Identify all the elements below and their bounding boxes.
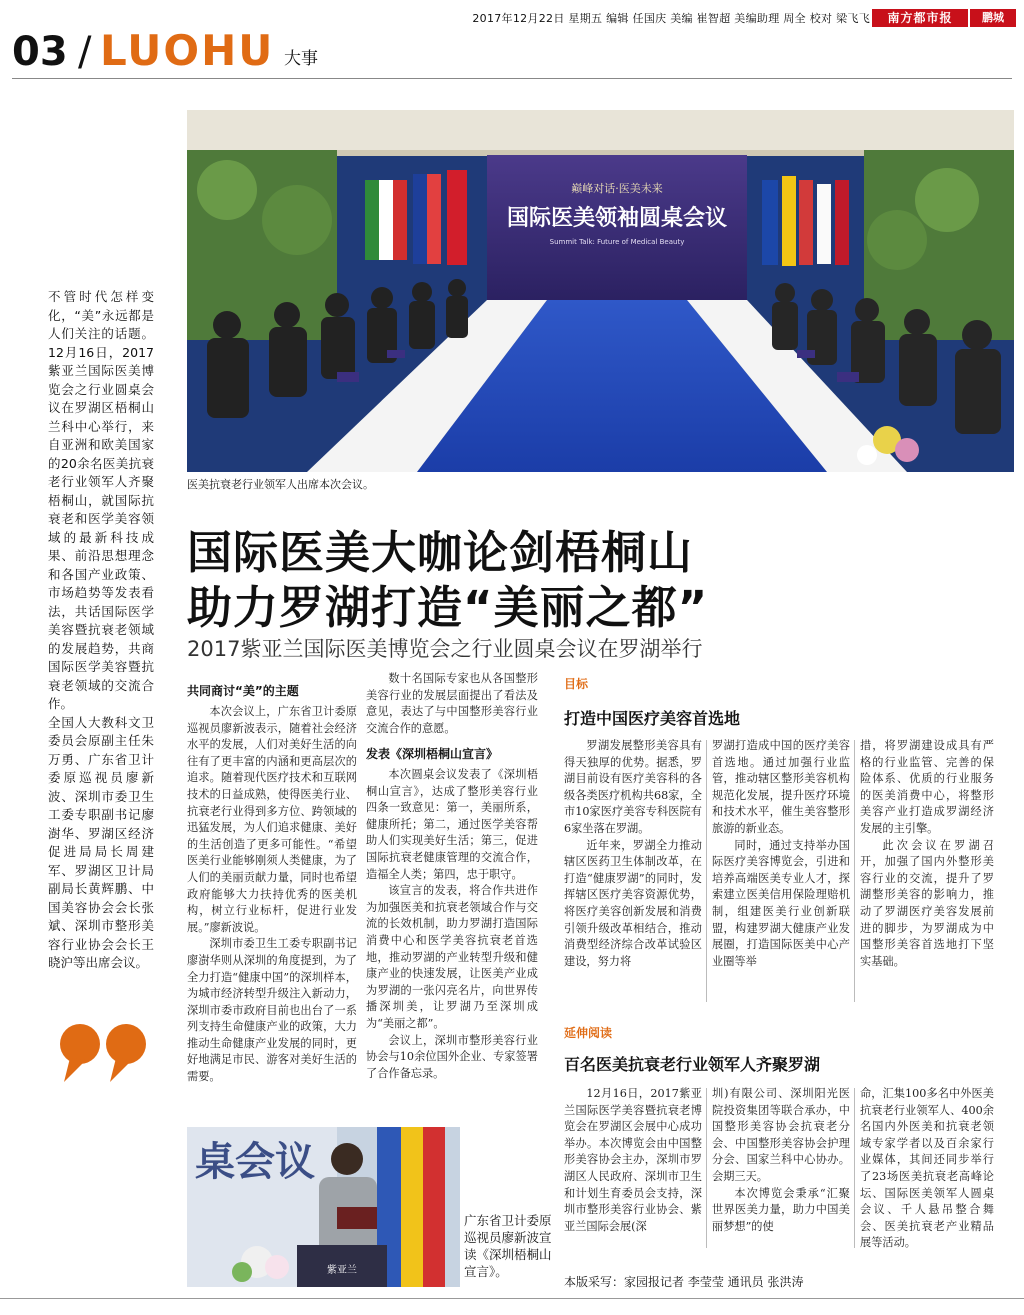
subheadline: 2017紫亚兰国际医美博览会之行业圆桌会议在罗湖举行 (187, 637, 703, 661)
paragraph: 同时，通过支持举办国际医疗美容博览会，引进和培养高端医美专业人才，探索建立医美信用保险理赔机制，组建医美行业创新联盟，构建罗湖大健康产业发展圈，打造国际医美中心产业圈等举 (712, 838, 850, 968)
hero-photo (187, 110, 1014, 472)
article-subtitle-2: 发表《深圳梧桐山宣言》 (366, 747, 499, 761)
quote-icon (56, 1022, 156, 1082)
headline-line2: 助力罗湖打造“美丽之都” (187, 581, 709, 634)
paragraph: 罗湖发展整形美容具有得天独厚的优势。据悉，罗湖目前设有医疗美容科的各级各类医疗机构共68家，全市10家医疗美容专科医院有6家坐落在罗湖。 (564, 739, 702, 835)
article-column-2 (366, 767, 538, 1082)
paragraph: 圳)有限公司、深圳阳光医院投资集团等联合承办，中国整形美容协会抗衰老分会、中国整形美容协会护理分会、国家兰科中心协办。会期三天。 (712, 1087, 850, 1183)
paragraph: 此次会议在罗湖召开，加强了国内外整形美容行业的交流，提升了罗湖整形美容的影响力，推动了罗湖医疗美容发展前进的脚步，为罗湖成为中国整形美容首选地打下坚实基础。 (860, 838, 994, 968)
speaker-photo (187, 1127, 460, 1287)
newspaper-logo: 南方都市报 (872, 9, 968, 27)
section1-title: 打造中国医疗美容首选地 (564, 709, 741, 728)
banner-en: Summit Talk: Future of Medical Beauty (549, 238, 685, 246)
byline-credits: 本版采写：家园报记者 李莹莹 通讯员 张洪涛 (564, 1275, 804, 1289)
page-number: 03 (12, 29, 68, 75)
section2-kicker: 延伸阅读 (564, 1026, 613, 1040)
hero-caption: 医美抗衰老行业领军人出席本次会议。 (187, 478, 374, 491)
paragraph: 本次圆桌会议发表了《深圳梧桐山宣言》，达成了整形美容行业四条一致意见：第一，美丽所系，健康所托；第二，通过医学美容帮助人们实现美好生活；第三，促进国际抗衰老健康管理的交流合作，造福全人类；第四，忠于职守。 (366, 768, 538, 881)
paragraph: 该宣言的发表，将合作共进作为加强医美和抗衰老领域合作与交流的长效机制，助力罗湖打造国际消费中心和医学美容抗衰老首选地，推动罗湖的产业转型升级和健康产业的快速发展，让医美产业成为罗湖的一张闪亮名片，向世界传播深圳美，让罗湖乃至深圳成为“美丽之都”。 (366, 884, 538, 1030)
speaker-photo-illustration (187, 1127, 460, 1287)
section2-column-2 (712, 1086, 850, 1235)
speaker-caption: 广东省卫计委原巡视员廖新波宣读《深圳梧桐山宣言》。 (464, 1213, 552, 1279)
section-subtitle: 大事 (284, 49, 318, 69)
column-divider (706, 1088, 707, 1248)
section1-column-1 (564, 738, 702, 970)
paragraph: 数十名国际专家也从各国整形美容行业的发展层面提出了看法及意见，表达了与中国整形美容行业交流合作的意愿。 (366, 672, 538, 735)
section2-title: 百名医美抗衰老行业领军人齐聚罗湖 (564, 1055, 821, 1074)
backdrop-text: 桌会议 (195, 1139, 315, 1185)
conference-photo-illustration (187, 110, 1014, 472)
paragraph: 本次博览会秉承“汇聚世界医美力量，助力中国美丽梦想”的使 (712, 1186, 850, 1233)
banner-line1: 巅峰对话·医美未来 (571, 182, 663, 195)
paragraph: 深圳市委卫生工委专职副书记廖澍华则从深圳的角度提到，为了全力打造“健康中国”的深圳样本，为城市经济转型升级注入新动力，深圳市委市政府目前也出台了一系列支持生命健康产业的政策，大力推动生命健康产业发展的同时，更好地满足市民、游客对美好生活的需要。 (187, 937, 357, 1084)
section1-column-2 (712, 738, 850, 970)
paragraph: 12月16日，2017紫亚兰国际医学美容暨抗衰老博览会在罗湖区会展中心成功举办。本次博览会由中国整形美容协会主办，深圳市罗湖区人民政府、深圳市卫生和计划生育委员会支持，深圳市整形美容行业协会、紫亚兰国际会展(深 (564, 1087, 702, 1233)
article-subtitle-1: 共同商讨“美”的主题 (187, 684, 299, 698)
paragraph: 措，将罗湖建设成具有严格的行业监管、完善的保险体系、优质的行业服务的医美消费中心，将整形美容产业打造成罗湖经济发展的主引擎。 (860, 739, 994, 835)
header-info: 2017年12月22日 星期五 编辑 任国庆 美编 崔智超 美编助理 周全 校对 梁飞飞 (472, 12, 870, 25)
header-rule (12, 78, 1012, 79)
headline-line1: 国际医美大咖论剑梧桐山 (187, 526, 694, 579)
paragraph: 会议上，深圳市整形美容行业协会与10余位国外企业、专家签署了合作备忘录。 (366, 1033, 538, 1080)
column-divider (854, 740, 855, 1002)
podium-brand: 紫亚兰 (327, 1265, 357, 1276)
edition-logo: 鹏城 (970, 9, 1016, 27)
banner-title: 国际医美领袖圆桌会议 (506, 206, 728, 231)
article-column-2-intro (366, 671, 538, 737)
page-slash: / (78, 29, 92, 75)
sidebar-lead (48, 288, 154, 973)
paragraph: 罗湖打造成中国的医疗美容首选地。通过加强行业监管，推动辖区整形美容机构规范化发展，提升医疗环境和技术水平，催生美容整形旅游的新业态。 (712, 739, 850, 835)
footer-rule (0, 1298, 1024, 1299)
paragraph: 命，汇集100多名中外医美抗衰老行业领军人、400余名国内外医美和抗衰老领域专家学者以及百余家行业媒体，其间还同步举行了23场医美抗衰老高峰论坛、国际医美领军人圆桌会议、千人悬吊整合舞会、医美抗衰老产业精品展等活动。 (860, 1087, 994, 1250)
column-divider (854, 1088, 855, 1248)
column-divider (706, 740, 707, 1002)
section2-column-3 (860, 1086, 994, 1252)
section1-column-3 (860, 738, 994, 970)
section1-kicker: 目标 (564, 677, 589, 691)
section-name: LUOHU (100, 26, 275, 75)
sidebar-lead-text: 不管时代怎样变化，“美”永远都是人们关注的话题。12月16日，2017紫亚兰国际医美博览会之行业圆桌会议在罗湖区梧桐山兰科中心举行，来自亚洲和欧美国家的20余名医美抗衰老行业领军人齐聚梧桐山，就国际抗衰老和医学美容领域的最新科技成果、前沿思想理念和各国产业政策、市场趋势等发表看法，共话国际医学美容暨抗衰老领域的发展趋势，共商国际医学美容暨抗衰老领域的交流合作。 (48, 289, 154, 711)
section2-column-1 (564, 1086, 702, 1235)
sidebar-attendees-text: 全国人大教科文卫委员会原副主任朱万勇、广东省卫计委原巡视员廖新波、深圳市委卫生工委专职副书记廖澍华、罗湖区经济促进局局长周建军、罗湖区卫计局副局长黄辉鹏、中国美容协会会长张斌、深圳市整形美容行业协会会长王晓沪等出席会议。 (48, 714, 154, 970)
paragraph: 近年来，罗湖全力推动辖区医药卫生体制改革，在打造“健康罗湖”的同时，发挥辖区医疗美容资源优势，将医疗美容创新发展和消费引领升级改革相结合，推动消费型经济综合改革试验区建设，努力将 (564, 838, 702, 968)
paragraph: 本次会议上，广东省卫计委原巡视员廖新波表示，随着社会经济水平的发展，人们对美好生活的向往有了更丰富的内涵和更高层次的追求。随着现代医疗技术和互联网技术的日益成熟，使得医美行业、抗衰老行业得到多方位、跨领域的迅猛发展，为人们追求健康、美好的生活创造了更多可能性。“希望医美行业能够刚须人类健康，为了人们的美丽贡献力量，同时也希望政府能够大力扶持优秀的医美机构，树立行业标杆，促进行业发展。”廖新波说。 (187, 705, 357, 934)
article-column-1 (187, 704, 357, 1086)
